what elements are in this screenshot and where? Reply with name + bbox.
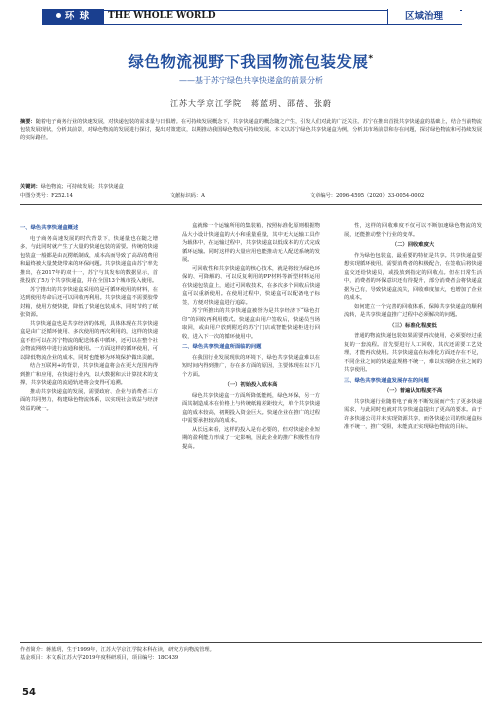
issn: 文章编号：2096-4595（2020）33-0054-0002 — [310, 193, 425, 199]
section-heading: 二、绿色共享快递盒所面临的问题 — [182, 344, 262, 350]
paragraph: 可回收性和共享快递盒的核心技术，就是将较为绿色环保的、可降解的、可以反复利用的PP材料等新型材料运用在快递包装盒上，通过可回收技术，在多次多个回收后快递盒可以重新使用。在使用过程中，快递盒可以配备电子标签，方便对快递盒进行追踪。 — [182, 265, 320, 306]
paragraph: 普通的物流快递包装如果需要再次使用，必须要经过重复的一套流程。首先要进行人工回收，其次还需要工艺处理，才能再次使用。共享快递盒在标准化方面还存在不足，不同企业之间的快递盒规格不统一，难以实现跨企业之间的共享使用。 — [344, 333, 482, 373]
paragraph: 苏宁所推出的共享快递盒被誉为是共享经济下“绿色打印”的回收再利用模式。快递盒由用户签收后，快递员当场取回，或由用户放到附近的苏宁门店或智能快递柜进行回收，进入下一次的循环使用中。 — [182, 308, 320, 340]
divider — [20, 204, 482, 205]
page-number: 54 — [22, 687, 36, 698]
paragraph: 苏宁推出的共享快递盒采用的是可循环使用的材料，在达到使用寿命后还可以回收再利用。共享快递盒不需要胶带封箱，使用方便快捷，降低了快递包装成本，同时节约了纸张资源。 — [20, 286, 158, 318]
authors: 江苏大学京江学院 蒋蓝玥、邵蓓、张蔚 — [170, 99, 332, 108]
paragraph: 电子商务高速发展的时代背景下，快递量也在随之增多，与此同时就产生了大量的快递包装的需要。传统的快递包装盒一般都是由瓦楞纸制成，成本高而导致了高昂的费用和最终被大量焚烧带来的环保问题。共享快递盒由苏宁率先推出，在2017年的双十一，苏宁与其发布的数据显示，首批投放了5万个共享快递盒，并在全国13个城市投入使用。 — [20, 235, 158, 284]
paragraph: 作为绿色包装盒，最重要的特征是共享。共享快递盒要想实现循环使用，需要消费者的积极配合，在签收后将快递盒交还给快递员，或投放到指定的回收点。但在日常生活中，消费者的环保意识还有待提升，部分消费者会将快递盒据为己有，导致快递盒流失，回收难度加大，也增加了企业的成本。 — [344, 252, 482, 301]
title-footnote-mark: * — [368, 53, 374, 64]
abstract — [20, 118, 482, 142]
author-note: 作者简介：蒋蓝玥，生于1999年，江苏大学京江学院本科在读，研究方向物流管理。 — [20, 647, 215, 653]
paragraph: 结合互联网+的背景，共享快递盒将会在更大范围内得到推广和应用，在快递行业内，以大数据和云计算技术的支撑，共享快递盒的流通轨迹将会变得可追溯。 — [20, 363, 158, 386]
paragraph: 如何建立一个完善的回收体系，保障共享快递盒的顺利流转，是共享快递盒推广过程中必须解决的问题。 — [344, 303, 482, 318]
section-heading: 一、绿色共享快递盒概述 — [20, 225, 79, 231]
page-header — [0, 0, 502, 30]
keywords: 关键词：绿色物流；可持续发展；共享快递盒 — [20, 184, 124, 190]
doc-code: 文献标识码：A — [170, 193, 205, 199]
section-heading: （一）初始投入成本高 — [224, 382, 278, 388]
section-tab — [42, 9, 104, 24]
paragraph: 盒就像一个运输所用的集装箱，按照标准化原则根据物品大小设计快递盒的大小和重量重量，其中无大运输工具作为载体中，在运输过程中，共享快递盒以低成本的方式完成循环运输。同时这样的大量应用也能推动无人配送系统的发展。 — [182, 223, 320, 263]
section-cn: 环 球 — [64, 11, 91, 22]
paragraph: 绿色共享快递盒一方面所降低能耗，绿色环保，另一方面其制造成本在价格上与传统纸箱差距较大，单个共享快递盒的成本较高，初期投入资金巨大。快递企业在推广的过程中需要承担较高的成本。 — [182, 392, 320, 424]
paragraph: 性，这样的回收难度不仅可以不断加速绿色物流的发展，还能推动整个行业的变革。 — [344, 223, 482, 238]
section-heading: （一）普遍认知程度不高 — [383, 388, 443, 394]
body-column-1 — [20, 222, 158, 413]
column-label: 区域治理 — [387, 9, 460, 24]
article-title: 绿色物流视野下我国物流包装发展* — [128, 53, 374, 71]
bullet-icon — [56, 13, 61, 18]
article-subtitle: ——基于苏宁绿色共享快递盒的前景分析 — [179, 76, 323, 85]
footnotes — [20, 646, 482, 662]
paragraph: 在我国行业发展现状的环境下，绿色共享快递盒难以在短时间内得到推广，存在多方面的原因，主要体现在以下几个方面。 — [182, 354, 320, 378]
paragraph: 共享快递行业随着电子商务不断发展而产生了更多快递需求，与此同时也就对共享快递盒提出了更高的要求。由于许多快递公司并未实现资源共享，而各快递公司的快递盒标准不统一，推广受阻，未能真正实现绿色物流的目标。 — [344, 398, 482, 430]
paragraph: 推动共享快递盒的发展，需要政府、企业与消费者三方面的共同努力，构建绿色物流体系，以实现社会效益与经济效益的统一。 — [20, 388, 158, 412]
section-heading: （三）标准化程度低 — [389, 322, 437, 329]
abstract-label: 摘要： — [20, 119, 36, 125]
section-heading: 三、绿色共享快递盒发展存在的问题 — [344, 377, 429, 384]
section-heading: （二）回收难度大 — [391, 242, 435, 248]
body-column-2 — [182, 222, 320, 451]
footnote-divider — [20, 642, 482, 643]
paragraph: 共享快递盒也是共享经济的体现，具体体现在共享快递盒是由广泛循环使用、多次使用的再次利用的，这样的快递盒不但可以在苏宁物流的配送体系中循环，还可以在整个社会物流网络中进行流通和使用。一方面这样的循环使用，可以降低物流企业的成本，同时也能够为环境保护做出贡献。 — [20, 320, 158, 361]
clc-code: 中图分类号：F252.14 — [20, 193, 73, 199]
fund-note: 基金项目：本文系江苏大学2019年度科研项目，项目编号：18C439 — [20, 655, 179, 661]
body-column-3 — [344, 222, 482, 432]
section-en: THE WHOLE WORLD — [108, 11, 216, 21]
classification-line — [20, 192, 482, 200]
paragraph: 从长远来看，这样的投入是有必要的，但对快递企业短期的盈利能力形成了一定影响，因此企业的推广积极性有待提高。 — [182, 426, 320, 450]
abstract-text: 随着电子商务行业的快速发展，对快递包装的需求量与日俱增。在可持续发展概念下，共享快递盒的概念随之产生，引发人们对此的广泛关注。苏宁在推出首批共享快递盒的基础上，结合当前物流包装发展现状，分析其前景，对绿色物流的发展进行探讨，提出对策建议，以期推动我国绿色物流可持续发展。本文以苏宁绿色共享快递盒为例，分析其市场前景和存在问题，探讨绿色物流和可持续发展的实际路径。 — [20, 119, 482, 141]
